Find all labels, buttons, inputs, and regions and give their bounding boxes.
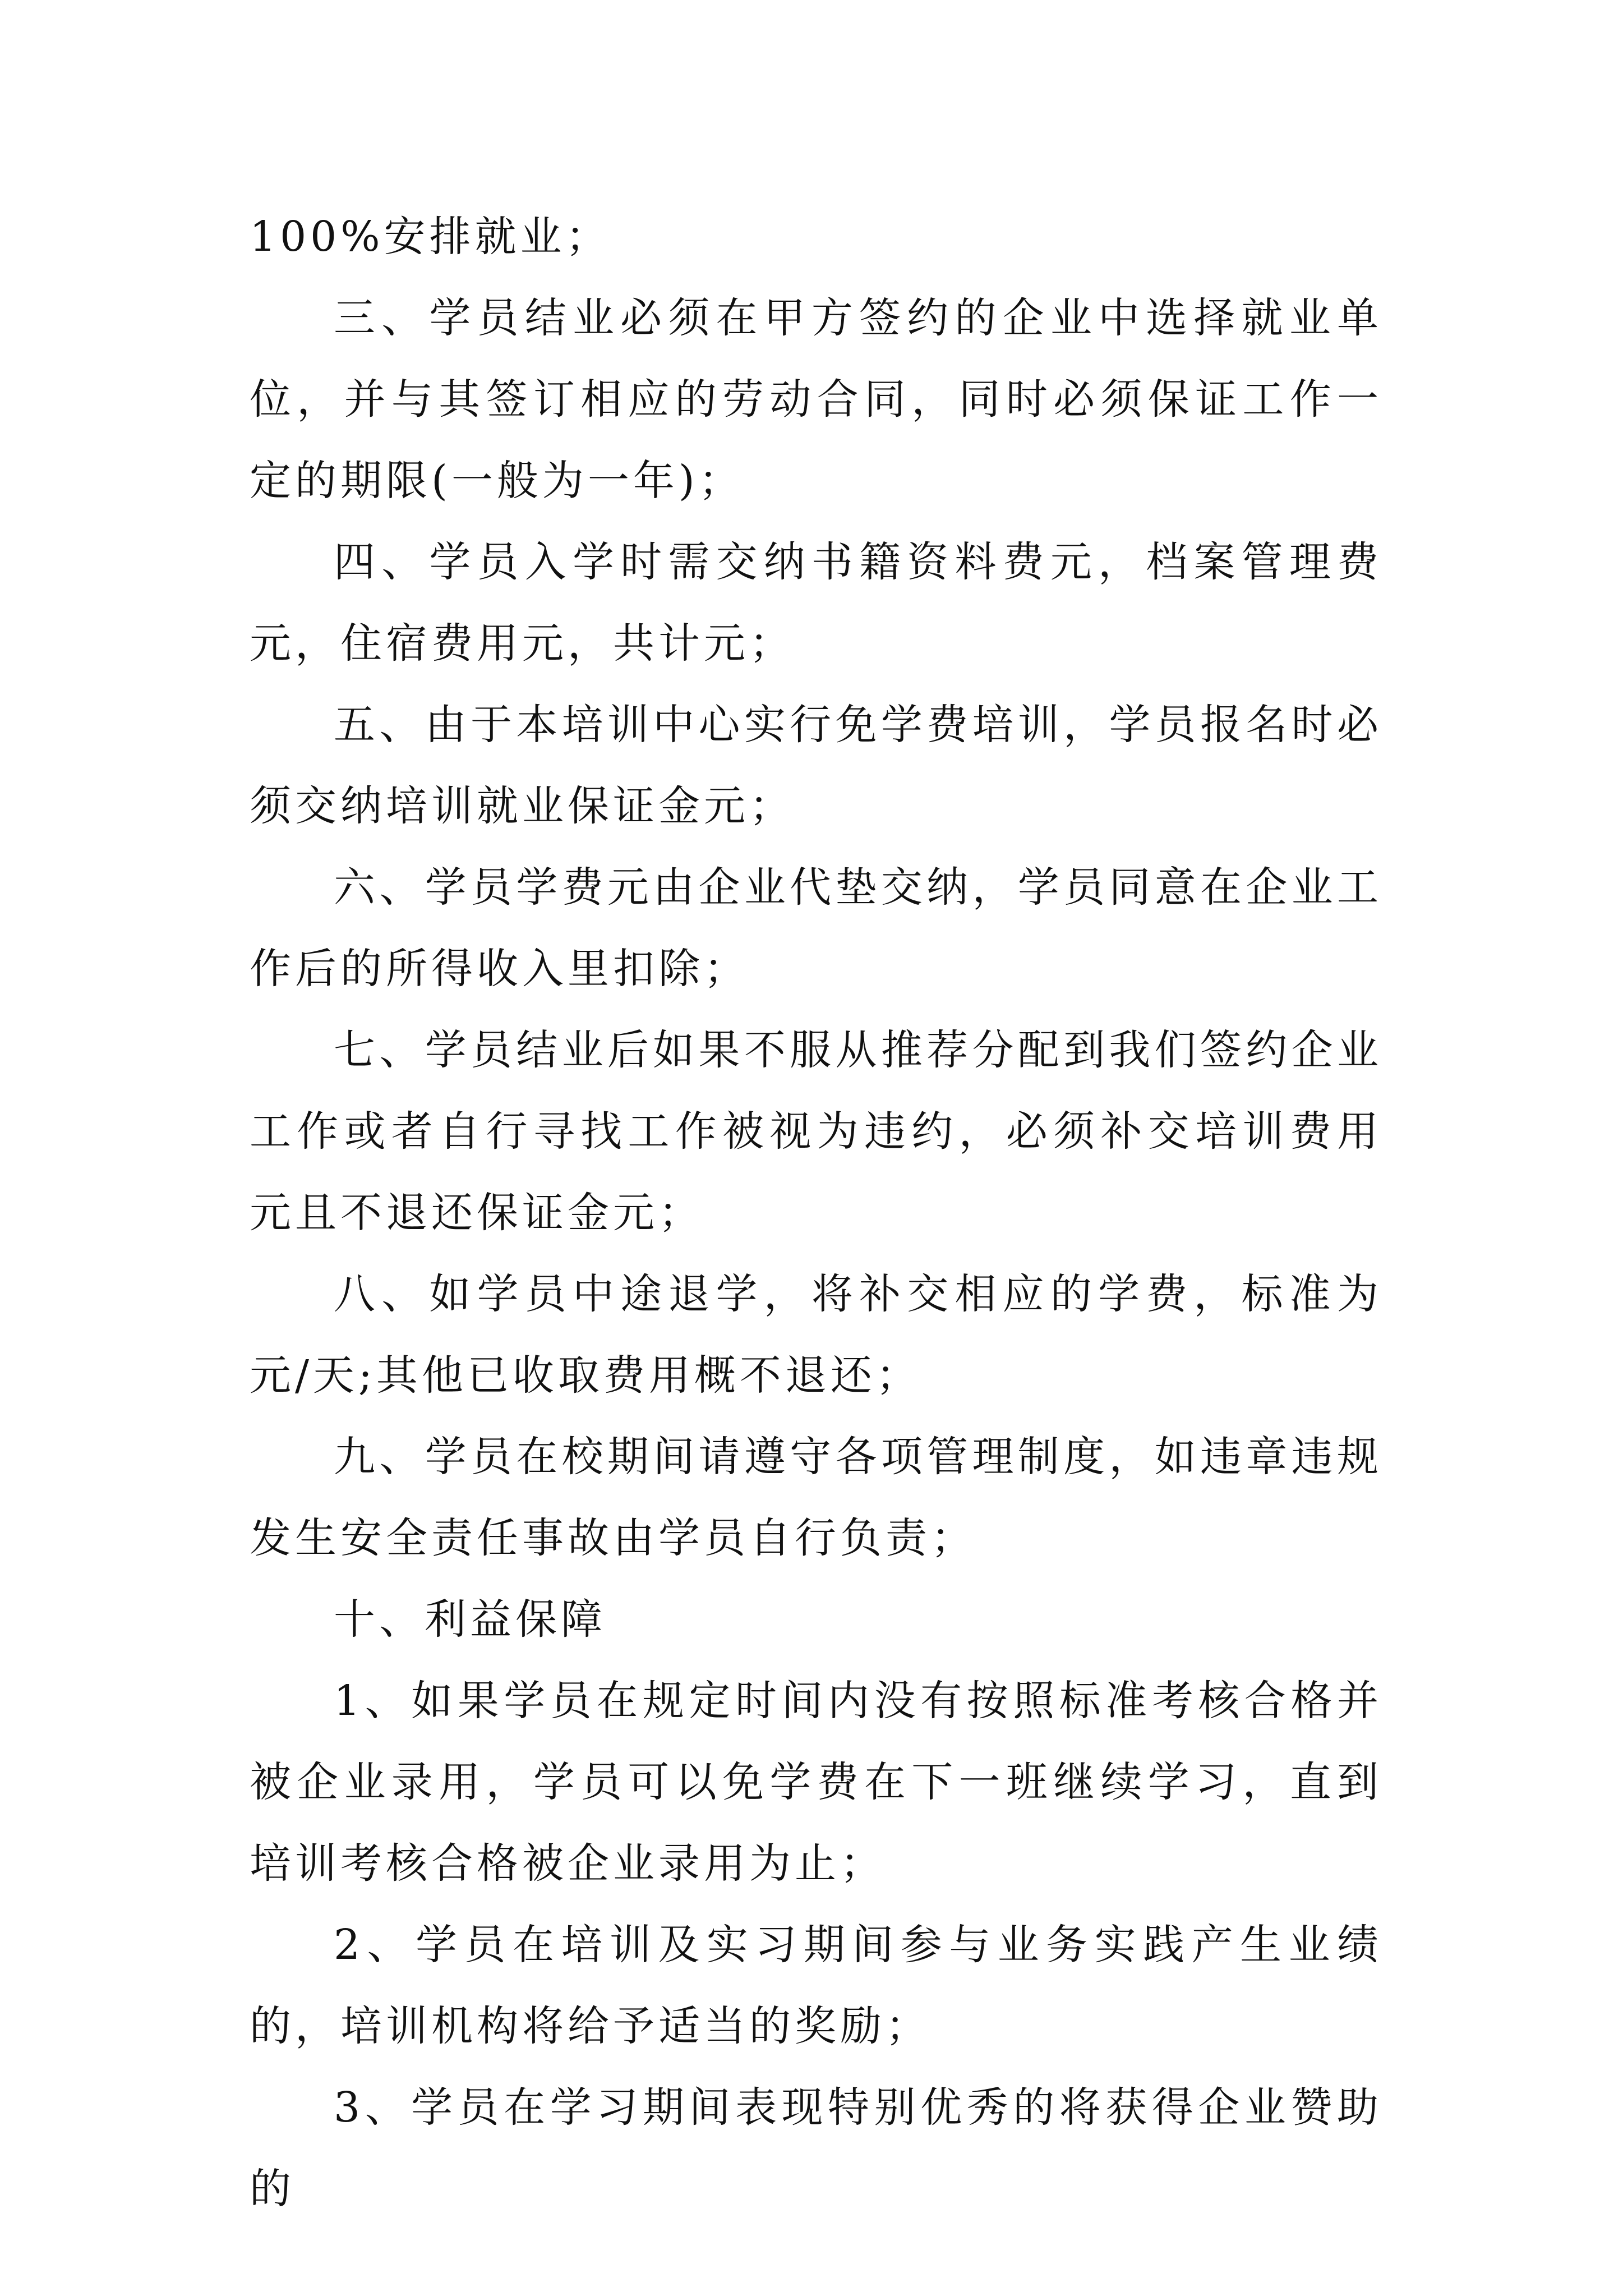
paragraph-benefit-1: 1、如果学员在规定时间内没有按照标准考核合格并被企业录用，学员可以免学费在下一班继续学习，直到培训考核合格被企业录用为止； bbox=[250, 1677, 1382, 1888]
paragraph-clause-7: 七、学员结业后如果不服从推荐分配到我们签约企业工作或者自行寻找工作被视为违约，必须补交培训费用元且不退还保证金元； bbox=[250, 1026, 1382, 1237]
paragraph-clause-8: 八、如学员中途退学，将补交相应的学费，标准为元/天;其他已收取费用概不退还； bbox=[250, 1270, 1382, 1400]
paragraph-clause-10-heading: 十、利益保障 bbox=[334, 1595, 606, 1644]
paragraph-benefit-2: 2、学员在培训及实习期间参与业务实践产生业绩的，培训机构将给予适当的奖励； bbox=[250, 1921, 1382, 2050]
paragraph-clause-3: 三、学员结业必须在甲方签约的企业中选择就业单位，并与其签订相应的劳动合同，同时必须保证工作一定的期限(一般为一年)； bbox=[250, 294, 1382, 505]
paragraph-clause-9: 九、学员在校期间请遵守各项管理制度，如违章违规发生安全责任事故由学员自行负责； bbox=[250, 1433, 1382, 1562]
paragraph-benefit-3: 3、学员在学习期间表现特别优秀的将获得企业赞助的 bbox=[250, 2083, 1382, 2213]
paragraph-clause-5: 五、由于本培训中心实行免学费培训，学员报名时必须交纳培训就业保证金元； bbox=[250, 701, 1382, 830]
paragraph-continuation: 100%安排就业； bbox=[250, 213, 611, 261]
paragraph-clause-6: 六、学员学费元由企业代垫交纳，学员同意在企业工作后的所得收入里扣除； bbox=[250, 863, 1382, 993]
document-body bbox=[250, 196, 1382, 2230]
paragraph-clause-4: 四、学员入学时需交纳书籍资料费元，档案管理费元，住宿费用元，共计元； bbox=[250, 538, 1382, 668]
